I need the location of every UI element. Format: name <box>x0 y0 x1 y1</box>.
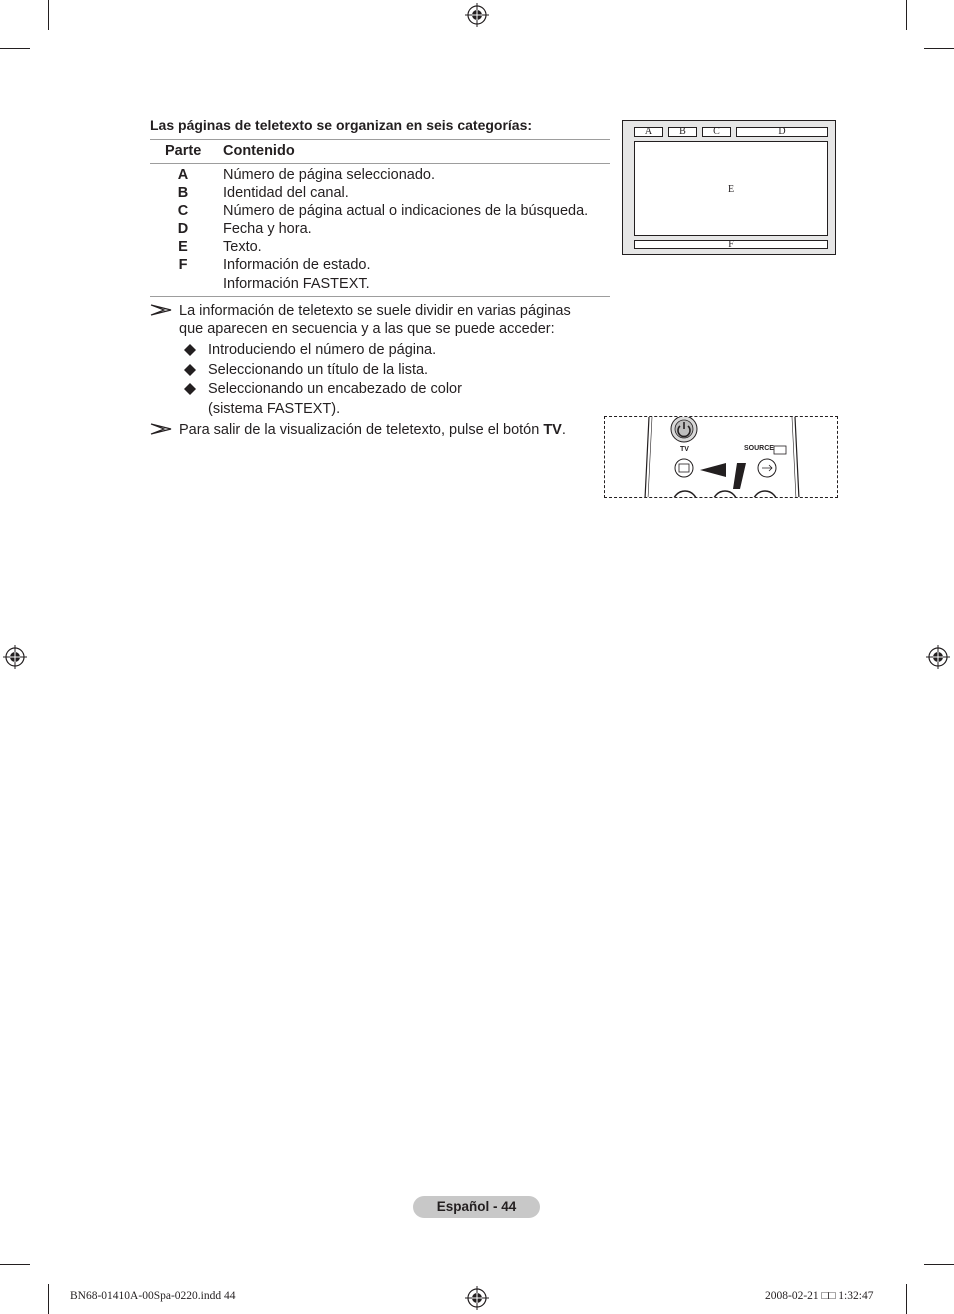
note-text-part: . <box>561 422 566 438</box>
teletext-area-b: B <box>668 127 697 137</box>
column-header-content: Contenido <box>223 143 295 159</box>
table-row-text: Información FASTEXT. <box>223 276 370 292</box>
crop-mark <box>906 0 907 30</box>
crop-mark <box>906 1284 907 1314</box>
teletext-area-c: C <box>702 127 731 137</box>
list-item: Seleccionando un encabezado de color <box>208 381 462 397</box>
teletext-area-f: F <box>634 240 828 249</box>
teletext-diagram <box>622 120 836 255</box>
table-row-text: Número de página seleccionado. <box>223 167 435 183</box>
registration-mark-icon <box>3 645 27 669</box>
note-text: que aparecen en secuencia y a las que se puede acceder: <box>179 321 555 337</box>
table-top-rule <box>150 139 610 140</box>
page-number-badge: Español - 44 <box>413 1196 540 1218</box>
list-item: Introduciendo el número de página. <box>208 342 437 358</box>
crop-mark <box>48 0 49 30</box>
note-text-part: Para salir de la visualización de teletexto, pulse el botón <box>179 422 544 438</box>
table-row-letter: D <box>177 221 189 237</box>
table-row-letter: C <box>177 203 189 219</box>
table-bottom-rule <box>150 296 610 297</box>
teletext-area-d: D <box>736 127 828 137</box>
table-row-text: Texto. <box>223 239 262 255</box>
print-slug-right: 2008-02-21 □□ 1:32:47 <box>765 1290 874 1302</box>
table-row-letter: A <box>177 167 189 183</box>
table-header-rule <box>150 163 610 164</box>
table-row-text: Fecha y hora. <box>223 221 312 237</box>
diamond-bullet-icon <box>183 382 197 396</box>
note-text: La información de teletexto se suele dividir en varias páginas <box>179 303 571 319</box>
teletext-area-a: A <box>634 127 663 137</box>
table-row-letter: B <box>177 185 189 201</box>
table-row-text: Identidad del canal. <box>223 185 349 201</box>
teletext-area-e: E <box>634 141 828 236</box>
crop-mark <box>0 1264 30 1265</box>
table-row-text: Información de estado. <box>223 257 371 273</box>
diamond-bullet-icon <box>183 363 197 377</box>
remote-tv-label: TV <box>680 446 689 453</box>
diamond-bullet-icon <box>183 343 197 357</box>
table-row-text: Número de página actual o indicaciones de la búsqueda. <box>223 203 589 219</box>
remote-body-icon <box>605 417 838 498</box>
remote-control-illustration <box>604 416 838 498</box>
note-arrow-icon <box>150 303 172 317</box>
table-row-letter: E <box>178 239 188 255</box>
column-header-part: Parte <box>165 143 202 159</box>
remote-source-label: SOURCE <box>744 445 774 452</box>
table-row-letter: F <box>178 257 188 273</box>
section-heading: Las páginas de teletexto se organizan en seis categorías: <box>150 117 533 133</box>
crop-mark <box>0 48 30 49</box>
crop-mark <box>924 1264 954 1265</box>
crop-mark <box>48 1284 49 1314</box>
list-item: Seleccionando un título de la lista. <box>208 362 429 378</box>
note-text <box>179 421 566 439</box>
tv-button-name: TV <box>543 422 562 438</box>
list-item-continuation: (sistema FASTEXT). <box>208 401 341 417</box>
crop-mark <box>924 48 954 49</box>
note-arrow-icon <box>150 422 172 436</box>
registration-mark-icon <box>926 645 950 669</box>
registration-mark-icon <box>465 1286 489 1310</box>
print-slug-left: BN68-01410A-00Spa-0220.indd 44 <box>70 1290 236 1302</box>
registration-mark-icon <box>465 3 489 27</box>
